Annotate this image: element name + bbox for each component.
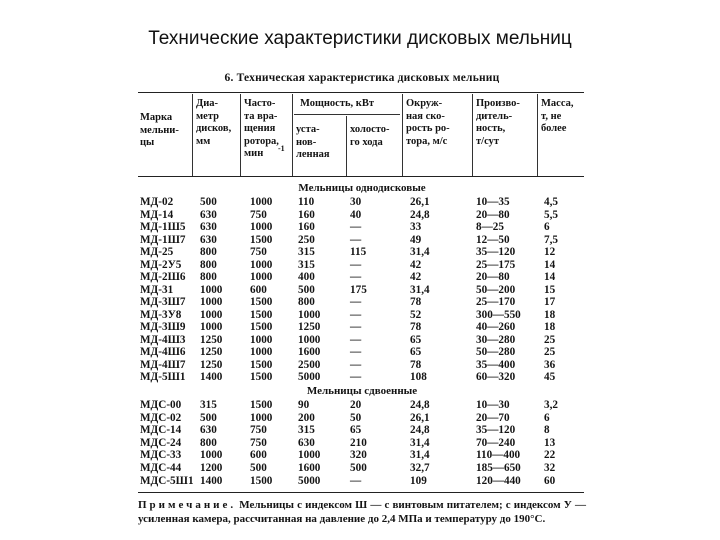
cell-mass: 18 [544,321,556,333]
cell-mark: МДС-00 [140,399,182,411]
cell-speed: 65 [410,333,422,346]
cell-speed: 31,4 [410,283,430,296]
cell-rotation: 600 [250,283,267,296]
cell-power-idle: — [350,296,362,308]
cell-diameter: 630 [200,233,217,246]
header-divider [292,94,293,176]
cell-rotation: 1500 [250,296,273,308]
cell-productivity: 10—30 [476,399,510,411]
header-divider [192,94,193,176]
cell-speed: 31,4 [410,449,430,462]
cell-power-installed: 1000 [298,449,321,462]
cell-speed: 52 [410,308,422,321]
cell-productivity: 25—170 [476,296,516,308]
cell-mass: 5,5 [544,208,558,221]
cell-rotation: 1000 [250,333,273,346]
cell-diameter: 1000 [200,296,223,308]
footnote-label: Примечание. [138,499,237,511]
table-row [132,424,592,437]
cell-mass: 45 [544,371,556,383]
cell-mass: 4,5 [544,196,558,208]
cell-power-installed: 160 [298,208,315,221]
power-subheader-rule [294,114,400,115]
cell-mark: МДС-44 [140,462,182,474]
cell-productivity: 50—200 [476,283,516,296]
cell-power-idle: 30 [350,196,362,208]
cell-productivity: 110—400 [476,449,521,462]
cell-mass: 12 [544,246,556,258]
cell-mass: 15 [544,283,556,296]
cell-rotation: 1000 [250,411,273,424]
cell-mark: МДС-5Ш1 [140,474,194,487]
cell-mark: МД-31 [140,283,174,296]
cell-power-idle: — [350,233,362,246]
cell-mark: МД-02 [140,196,174,208]
cell-power-installed: 1600 [298,462,321,474]
cell-power-idle: 40 [350,208,362,221]
cell-rotation: 1500 [250,321,273,333]
cell-rotation: 750 [250,246,267,258]
table-footnote [138,498,586,526]
cell-diameter: 1000 [200,321,223,333]
cell-power-idle: 115 [350,246,367,258]
cell-power-idle: — [350,474,362,487]
cell-mass: 60 [544,474,556,487]
cell-power-idle: — [350,271,362,283]
cell-speed: 49 [410,233,422,246]
header-diameter: Диа- метр дисков, мм [196,98,232,147]
cell-speed: 108 [410,371,427,383]
cell-mass: 14 [544,258,556,271]
cell-diameter: 630 [200,221,217,233]
table-row [132,284,592,297]
cell-mass: 6 [544,411,550,424]
cell-mass: 14 [544,271,556,283]
cell-diameter: 500 [200,196,217,208]
cell-mark: МД-1Ш5 [140,221,186,233]
cell-power-installed: 630 [298,436,315,449]
cell-mass: 7,5 [544,233,558,246]
table-row [132,475,592,488]
cell-productivity: 40—260 [476,321,516,333]
cell-mass: 17 [544,296,556,308]
header-power-idle: холосто- го хода [350,124,390,148]
cell-mark: МД-4Ш6 [140,346,186,358]
cell-rotation: 1500 [250,233,273,246]
header-power-installed: уста- нов- ленная [296,124,330,160]
cell-power-installed: 500 [298,283,315,296]
cell-mark: МД-5Ш1 [140,371,186,383]
cell-power-installed: 1250 [298,321,321,333]
cell-diameter: 800 [200,436,217,449]
cell-power-installed: 200 [298,411,315,424]
cell-mass: 8 [544,424,550,437]
header-divider [537,94,538,176]
header-rotation-exponent: -1 [278,144,285,153]
cell-mass: 22 [544,449,556,462]
cell-productivity: 60—320 [476,371,516,383]
cell-mark: МД-2Ш6 [140,271,186,283]
cell-speed: 78 [410,296,422,308]
cell-mass: 25 [544,346,556,358]
cell-productivity: 50—280 [476,346,516,358]
cell-power-idle: — [350,221,362,233]
cell-rotation: 750 [250,424,267,437]
cell-power-installed: 1600 [298,346,321,358]
cell-rotation: 1500 [250,399,273,411]
cell-productivity: 185—650 [476,462,521,474]
cell-diameter: 315 [200,399,217,411]
header-divider [402,94,403,176]
cell-mark: МДС-24 [140,436,182,449]
cell-diameter: 800 [200,258,217,271]
footnote-text: Мельницы с индексом Ш — с винтовым питателем; с индексом У — усиленная камера, рассчитанная на давление до 2,4 МПа и температуру до 190°С. [138,499,587,525]
cell-diameter: 1250 [200,333,223,346]
cell-speed: 31,4 [410,436,430,449]
table-row [132,437,592,450]
cell-speed: 33 [410,221,422,233]
table-row [132,346,592,359]
header-rotation: Часто- та вра- щения ротора, мин [244,98,279,159]
header-productivity: Произво- дитель- ность, т/сут [476,98,520,147]
cell-diameter: 800 [200,246,217,258]
cell-power-idle: 500 [350,462,367,474]
cell-speed: 24,8 [410,208,430,221]
cell-power-idle: — [350,308,362,321]
cell-speed: 78 [410,321,422,333]
cell-mark: МД-3Ш9 [140,321,186,333]
table-row [132,399,592,412]
cell-diameter: 1000 [200,449,223,462]
cell-rotation: 1500 [250,371,273,383]
cell-power-installed: 5000 [298,474,321,487]
cell-mass: 13 [544,436,556,449]
cell-rotation: 1000 [250,271,273,283]
cell-diameter: 800 [200,271,217,283]
cell-mark: МД-1Ш7 [140,233,186,246]
table-row [132,271,592,284]
header-divider [240,94,241,176]
cell-diameter: 1000 [200,308,223,321]
cell-speed: 109 [410,474,427,487]
cell-rotation: 500 [250,462,267,474]
cell-diameter: 1200 [200,462,223,474]
cell-mass: 18 [544,308,556,321]
cell-power-installed: 1000 [298,333,321,346]
cell-power-installed: 2500 [298,358,321,371]
cell-power-idle: — [350,371,362,383]
cell-mark: МД-25 [140,246,174,258]
cell-mark: МД-14 [140,208,174,221]
cell-productivity: 12—50 [476,233,510,246]
cell-power-idle: — [350,346,362,358]
cell-productivity: 300—550 [476,308,521,321]
cell-mark: МДС-02 [140,411,182,424]
cell-mark: МД-2У5 [140,258,182,271]
cell-rotation: 1000 [250,258,273,271]
header-power: Мощность, кВт [300,98,375,109]
table-row [132,462,592,475]
table-row [132,259,592,272]
cell-productivity: 35—400 [476,358,516,371]
table-row [132,209,592,222]
cell-mark: МД-3У8 [140,308,182,321]
table-row [132,334,592,347]
cell-mark: МДС-14 [140,424,182,437]
cell-rotation: 1000 [250,346,273,358]
table-row [132,321,592,334]
cell-speed: 42 [410,271,422,283]
cell-productivity: 35—120 [476,424,516,437]
table-caption: 6. Техническая характеристика дисковых мельниц [224,72,500,84]
cell-speed: 78 [410,358,422,371]
cell-productivity: 20—80 [476,208,510,221]
cell-productivity: 30—280 [476,333,516,346]
header-top-rule [138,92,584,93]
table-row [132,196,592,209]
cell-speed: 26,1 [410,196,430,208]
cell-power-installed: 110 [298,196,315,208]
cell-speed: 24,8 [410,399,430,411]
table-row [132,371,592,384]
cell-productivity: 10—35 [476,196,510,208]
cell-power-installed: 160 [298,221,315,233]
cell-power-idle: — [350,258,362,271]
cell-diameter: 1250 [200,358,223,371]
cell-speed: 24,8 [410,424,430,437]
cell-productivity: 120—440 [476,474,521,487]
header-mass: Масса, т, не более [541,98,574,134]
cell-power-installed: 250 [298,233,315,246]
section-double: Мельницы сдвоенные [306,385,418,397]
cell-rotation: 1500 [250,358,273,371]
cell-rotation: 750 [250,208,267,221]
header-speed: Окруж- ная ско- рость ро- тора, м/с [406,98,450,147]
table-row [132,359,592,372]
cell-power-installed: 315 [298,424,315,437]
cell-productivity: 35—120 [476,246,516,258]
cell-power-installed: 90 [298,399,310,411]
cell-diameter: 630 [200,208,217,221]
cell-mass: 36 [544,358,556,371]
header-divider [472,94,473,176]
cell-power-installed: 5000 [298,371,321,383]
cell-speed: 65 [410,346,422,358]
cell-diameter: 1400 [200,371,223,383]
cell-power-idle: 20 [350,399,362,411]
cell-diameter: 1000 [200,283,223,296]
table-row [132,309,592,322]
cell-mark: МД-4Ш7 [140,358,186,371]
slide-title: Технические характеристики дисковых мельниц [148,28,572,49]
cell-power-idle: — [350,321,362,333]
cell-diameter: 500 [200,411,217,424]
cell-power-idle: 50 [350,411,362,424]
cell-productivity: 8—25 [476,221,504,233]
cell-rotation: 1000 [250,221,273,233]
table-row [132,296,592,309]
cell-rotation: 600 [250,449,267,462]
cell-rotation: 1000 [250,196,273,208]
cell-mass: 6 [544,221,550,233]
header-bottom-rule [138,176,584,177]
cell-power-idle: 175 [350,283,367,296]
cell-power-idle: — [350,358,362,371]
cell-mark: МД-3Ш7 [140,296,186,308]
cell-speed: 26,1 [410,411,430,424]
cell-speed: 31,4 [410,246,430,258]
cell-mass: 25 [544,333,556,346]
cell-power-idle: — [350,333,362,346]
cell-power-installed: 400 [298,271,315,283]
cell-rotation: 1500 [250,308,273,321]
table-row [132,449,592,462]
scanned-table-page [132,72,592,540]
cell-speed: 32,7 [410,462,430,474]
table-row [132,221,592,234]
cell-power-idle: 320 [350,449,367,462]
cell-productivity: 25—175 [476,258,516,271]
cell-mark: МДС-33 [140,449,182,462]
table-row [132,246,592,259]
cell-power-installed: 1000 [298,308,321,321]
table-row [132,234,592,247]
cell-productivity: 70—240 [476,436,516,449]
header-mark: Марка мельни- цы [140,112,179,148]
cell-power-idle: 210 [350,436,367,449]
cell-diameter: 630 [200,424,217,437]
cell-power-installed: 315 [298,258,315,271]
cell-diameter: 1250 [200,346,223,358]
table-row [132,412,592,425]
cell-productivity: 20—80 [476,271,510,283]
cell-power-installed: 315 [298,246,315,258]
cell-mark: МД-4Ш3 [140,333,186,346]
header-divider [346,116,347,176]
section-single-disc: Мельницы однодисковые [298,182,426,194]
cell-productivity: 20—70 [476,411,510,424]
cell-mass: 3,2 [544,399,558,411]
table-bottom-rule [138,492,584,493]
cell-speed: 42 [410,258,422,271]
cell-diameter: 1400 [200,474,223,487]
cell-rotation: 1500 [250,474,273,487]
cell-power-idle: 65 [350,424,362,437]
cell-rotation: 750 [250,436,267,449]
cell-mass: 32 [544,462,556,474]
cell-power-installed: 800 [298,296,315,308]
